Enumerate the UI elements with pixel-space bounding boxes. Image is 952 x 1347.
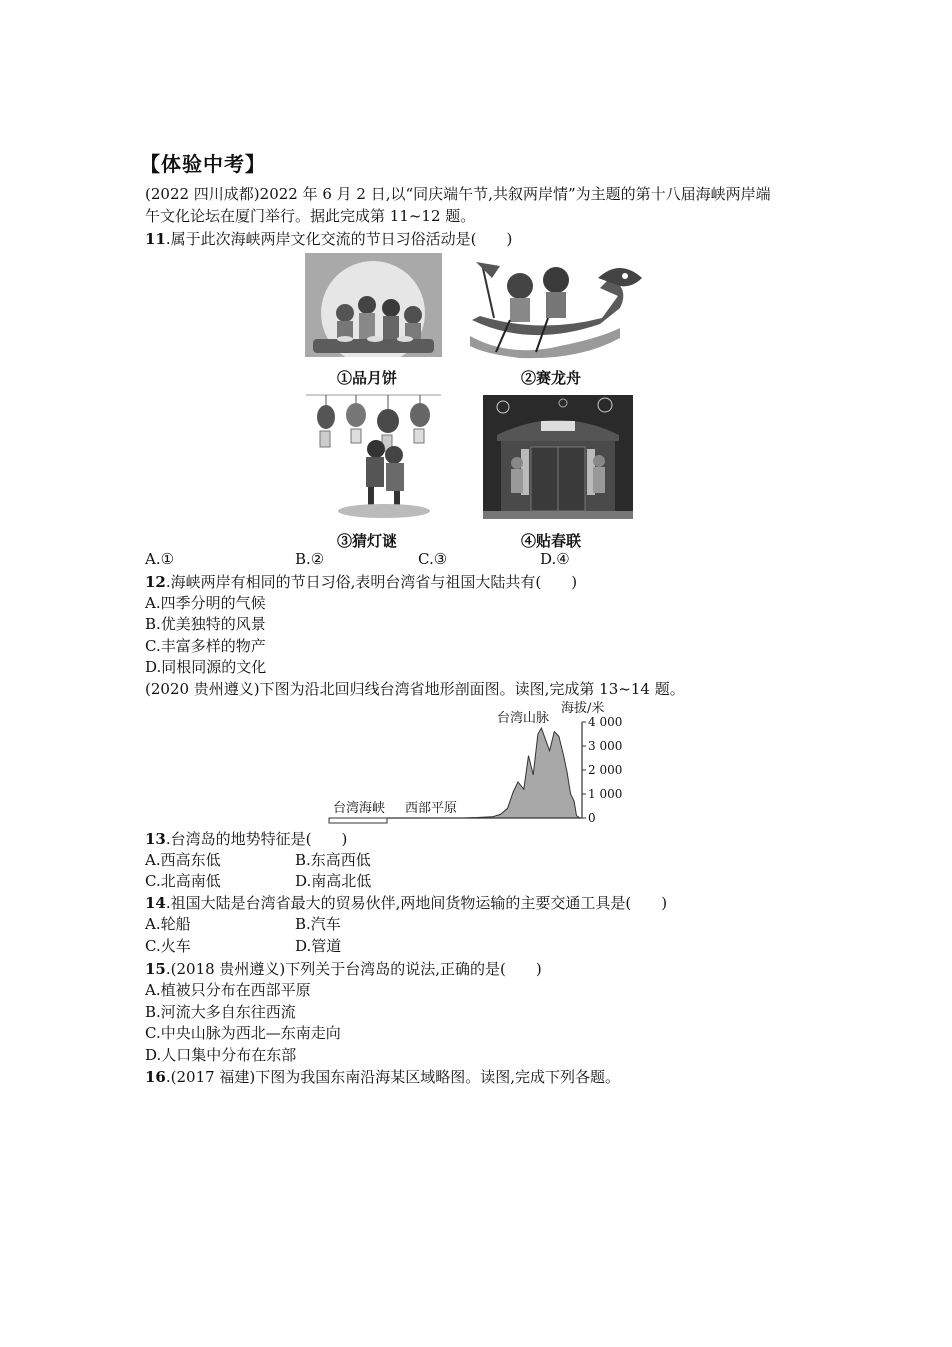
dragon-boat-illustration [470,258,647,360]
q15-stem [145,959,542,979]
q12-option-d: D.同根同源的文化 [145,658,267,676]
q11-text: .属于此次海峡两岸文化交流的节日习俗活动是( ) [165,230,513,248]
q11-option-a: A.① [145,550,175,568]
terrain-profile-area [463,728,580,818]
family-mooncake-illustration [305,253,442,357]
q13-option-a: A.西高东低 [145,851,221,869]
q12-number: 12 [145,573,166,591]
taiwan-profile-chart [325,698,630,828]
annotation-taiwan-mountains: 台湾山脉 [497,711,550,726]
q14-number: 14 [145,894,166,912]
q12-option-b: B.优美独特的风景 [145,615,266,633]
picture4-caption: ④贴春联 [521,532,582,550]
y-axis-label: 海拔/米 [561,701,605,716]
q13-number: 13 [145,830,166,848]
picture2-caption: ②赛龙舟 [521,369,582,387]
y-tick-label: 4 000 [588,715,623,729]
q12-text: .海峡两岸有相同的节日习俗,表明台湾省与祖国大陆共有( ) [165,573,578,591]
q14-option-b: B.汽车 [295,915,341,933]
q13-option-b: B.东高西低 [295,851,371,869]
q16-stem [145,1067,620,1087]
q16-number: 16 [145,1068,166,1086]
q15-option-b: B.河流大多自东往西流 [145,1003,296,1021]
q15-option-a: A.植被只分布在西部平原 [145,981,311,999]
intro1-line1: (2022 四川成都)2022 年 6 月 2 日,以“同庆端午节,共叙两岸情”为主题的第十八届海峡两岸端 [145,185,771,203]
q13-stem [145,829,347,849]
section-title: 【体验中考】 [140,152,266,176]
q13-text: .台湾岛的地势特征是( ) [165,830,348,848]
annotation-western-plain: 西部平原 [405,801,458,816]
lantern-riddle-illustration [306,391,441,522]
q15-option-d: D.人口集中分布在东部 [145,1046,297,1064]
q15-number: 15 [145,960,166,978]
q16-text: .(2017 福建)下图为我国东南沿海某区域略图。读图,完成下列各题。 [165,1068,621,1086]
intro1-line2: 午文化论坛在厦门举行。据此完成第 11~12 题。 [145,207,476,225]
y-tick-label: 1 000 [588,787,623,801]
q13-option-d: D.南高北低 [295,872,372,890]
q12-option-a: A.四季分明的气候 [145,594,266,612]
spring-couplet-illustration [483,395,633,519]
intro2: (2020 贵州遵义)下图为沿北回归线台湾省地形剖面图。读图,完成第 13~14 题。 [145,680,685,698]
q12-stem [145,572,577,592]
picture3-caption: ③猜灯谜 [337,532,398,550]
y-tick-label: 3 000 [588,739,623,753]
q12-option-c: C.丰富多样的物产 [145,637,266,655]
strait-water [329,818,387,823]
q14-stem [145,893,667,913]
q15-text: .(2018 贵州遵义)下列关于台湾岛的说法,正确的是( ) [165,960,542,978]
q14-option-a: A.轮船 [145,915,191,933]
y-tick-label: 2 000 [588,763,623,777]
q11-option-c: C.③ [418,550,448,568]
q11-option-b: B.② [295,550,325,568]
picture1-caption: ①品月饼 [337,369,398,387]
q14-option-d: D.管道 [295,937,342,955]
y-tick-label: 0 [588,811,596,825]
annotation-taiwan-strait: 台湾海峡 [333,801,386,816]
q14-option-c: C.火车 [145,937,191,955]
q11-number: 11 [145,230,166,248]
q11-stem [145,229,512,249]
q15-option-c: C.中央山脉为西北—东南走向 [145,1024,341,1042]
q14-text: .祖国大陆是台湾省最大的贸易伙伴,两地间货物运输的主要交通工具是( ) [165,894,668,912]
q13-option-c: C.北高南低 [145,872,221,890]
q11-option-d: D.④ [540,550,570,568]
